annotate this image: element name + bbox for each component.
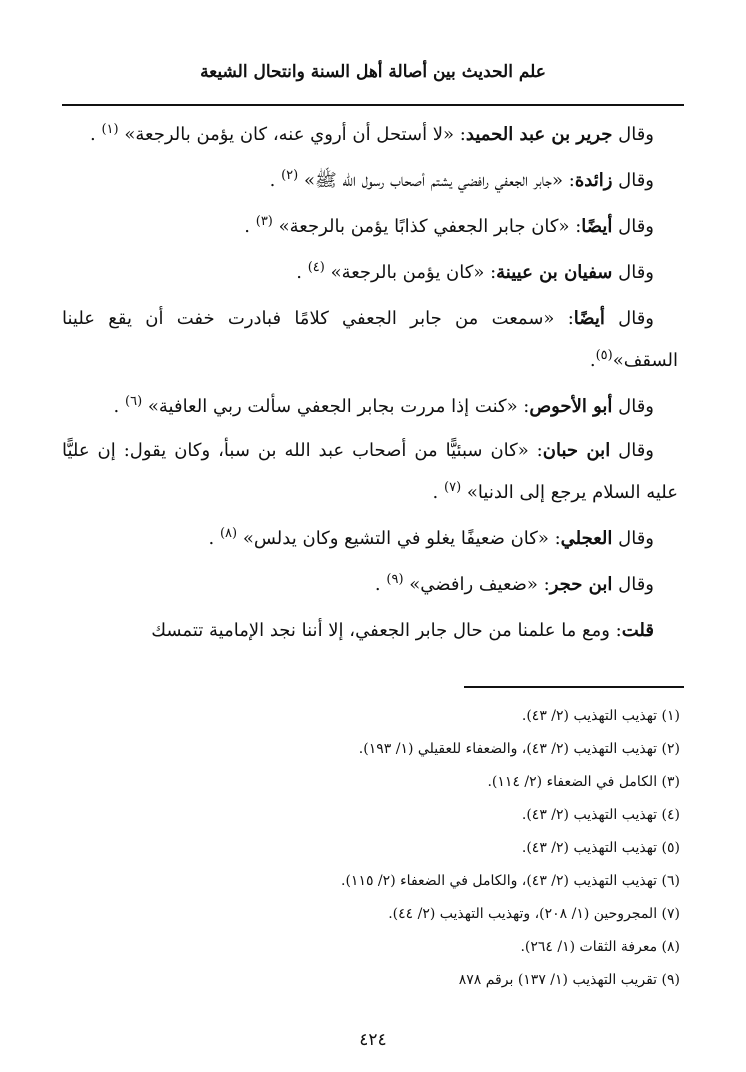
paragraph-end: . — [589, 350, 596, 371]
paragraph-end: . — [296, 262, 302, 283]
running-header: علم الحديث بين أصالة أهل السنة وانتحال الشيعة — [200, 62, 546, 82]
footnote: (٦) تهذيب التهذيب (٢/ ٤٣)، والكامل في الضعفاء (٢/ ١١٥). — [341, 873, 680, 889]
paragraph — [62, 204, 684, 250]
footnote-ref[interactable]: (١) — [101, 122, 119, 137]
paragraph-end: . — [269, 170, 276, 191]
speaker-name: ابن حبان — [542, 440, 611, 461]
paragraph-text: : «كنت إذا مررت بجابر الجعفي سألت ربي العافية» — [147, 396, 530, 417]
paragraph — [62, 562, 684, 608]
footnote-ref[interactable]: (٩) — [386, 572, 404, 587]
paragraph-text: : «ضعيف رافضي» — [409, 574, 550, 595]
paragraph — [62, 250, 684, 296]
footnote-separator — [464, 686, 684, 688]
paragraph-text: : «جابر الجعفي رافضي يشتم أصحاب رسول الله ﷺ» — [303, 170, 575, 191]
paragraph — [62, 608, 684, 654]
paragraph-lead: وقال — [612, 124, 654, 145]
paragraph-lead: وقال — [604, 308, 654, 329]
footnote-ref[interactable]: (٥) — [595, 348, 613, 363]
paragraph-lead: وقال — [612, 528, 654, 549]
paragraph-text: : «لا أستحل أن أروي عنه، كان يؤمن بالرجعة» — [124, 124, 466, 145]
paragraph-text: : ومع ما علمنا من حال جابر الجعفي، إلا أننا نجد الإمامية تتمسك — [151, 620, 622, 641]
footnote-ref[interactable]: (٣) — [255, 214, 273, 229]
speaker-name: أبو الأحوص — [529, 396, 613, 417]
paragraph-lead: وقال — [610, 440, 654, 461]
paragraph — [62, 430, 684, 514]
speaker-name: زائدة — [574, 170, 613, 191]
footnote: (٥) تهذيب التهذيب (٢/ ٤٣). — [521, 840, 680, 856]
footnote-ref[interactable]: (٨) — [219, 526, 238, 541]
paragraph-lead: وقال — [612, 216, 654, 237]
paragraph-text: : «كان سبئيًّا من أصحاب عبد الله بن سبأ، وكان يقول: إن عليًّا عليه السلام يرجع إلى الدنيا» — [62, 440, 678, 503]
paragraph-lead: وقال — [612, 574, 654, 595]
footnote: (٩) تقريب التهذيب (١/ ١٣٧) برقم ٨٧٨ — [458, 972, 680, 988]
paragraph-end: . — [113, 396, 120, 417]
paragraph — [62, 298, 684, 382]
paragraph — [62, 112, 684, 158]
speaker-name: سفيان بن عيينة — [496, 262, 613, 283]
footnote: (٧) المجروحين (١/ ٢٠٨)، وتهذيب التهذيب (٢/ ٤٤). — [388, 906, 680, 922]
header-rule — [62, 104, 684, 106]
paragraph-text: : «كان يؤمن بالرجعة» — [330, 262, 497, 283]
paragraph-lead: وقال — [612, 396, 654, 417]
footnote: (٣) الكامل في الضعفاء (٢/ ١١٤). — [487, 774, 680, 790]
footnote-ref[interactable]: (٧) — [444, 480, 462, 495]
paragraph-text: : «كان ضعيفًا يغلو في التشيع وكان يدلس» — [242, 528, 561, 549]
footnote: (٤) تهذيب التهذيب (٢/ ٤٣). — [521, 807, 680, 823]
main-text — [62, 112, 684, 654]
footnote: (١) تهذيب التهذيب (٢/ ٤٣). — [521, 708, 680, 724]
speaker-name: العجلي — [560, 528, 613, 549]
speaker-name: ابن حجر — [549, 574, 613, 595]
footnote-ref[interactable]: (٢) — [281, 168, 299, 183]
paragraph-end: . — [90, 124, 96, 145]
footnote: (٢) تهذيب التهذيب (٢/ ٤٣)، والضعفاء للعقيلي (١/ ١٩٣). — [358, 741, 680, 757]
footnote-ref[interactable]: (٤) — [307, 260, 325, 275]
paragraph-end: . — [244, 216, 250, 237]
page-number: ٤٢٤ — [359, 1030, 387, 1050]
paragraph-lead: وقال — [612, 170, 654, 191]
paragraph-lead: وقال — [612, 262, 654, 283]
speaker-name: أيضًا — [573, 308, 605, 329]
speaker-name: جرير بن عبد الحميد — [465, 124, 613, 145]
paragraph-end: . — [374, 574, 381, 595]
footnote-ref[interactable]: (٦) — [125, 394, 143, 409]
paragraph-text: : «سمعت من جابر الجعفي كلامًا فبادرت خفت أن يقع علينا السقف» — [62, 308, 678, 371]
paragraph — [62, 384, 684, 430]
paragraph-text: : «كان جابر الجعفي كذابًا يؤمن بالرجعة» — [278, 216, 582, 237]
speaker-name: أيضًا — [581, 216, 613, 237]
footnotes-list — [84, 700, 684, 997]
paragraph — [62, 516, 684, 562]
paragraph — [62, 158, 684, 204]
paragraph-end: . — [432, 482, 439, 503]
speaker-name: قلت — [621, 620, 654, 641]
paragraph-end: . — [208, 528, 215, 549]
footnote: (٨) معرفة الثقات (١/ ٢٦٤). — [520, 939, 680, 955]
